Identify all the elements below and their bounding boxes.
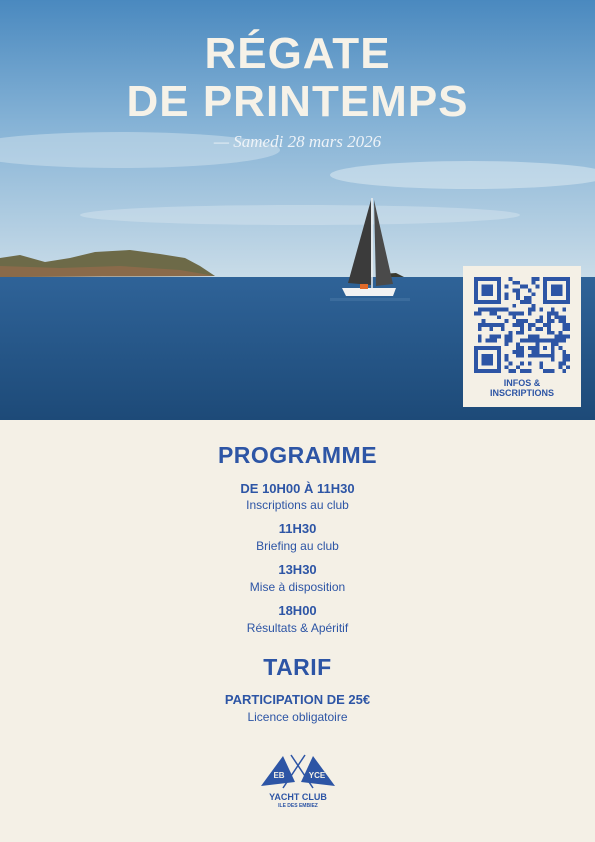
poster-title-line1: RÉGATE bbox=[204, 29, 391, 78]
logo-name: YACHT CLUB bbox=[269, 792, 327, 802]
programme-time-3: 13H30 bbox=[278, 562, 317, 577]
tarif-price: PARTICIPATION DE 25€ bbox=[224, 692, 371, 707]
logo-subtitle: ILE DES EMBIEZ bbox=[278, 803, 318, 809]
qr-card[interactable] bbox=[463, 266, 581, 407]
tarif-note: Licence obligatoire bbox=[247, 710, 348, 724]
programme-time-4: 18H00 bbox=[278, 603, 317, 618]
programme-desc-2: Briefing au club bbox=[256, 539, 339, 553]
programme-time-1: DE 10H00 À 11H30 bbox=[240, 481, 355, 496]
qr-code-icon[interactable] bbox=[474, 277, 570, 373]
qr-label-line1: INFOS & bbox=[503, 378, 541, 388]
burgee-flags-icon bbox=[255, 752, 341, 792]
programme-time-2: 11H30 bbox=[278, 521, 317, 536]
tarif-heading: TARIF bbox=[263, 654, 332, 680]
qr-label-line2: INSCRIPTIONS bbox=[489, 388, 554, 398]
logo-flag-left: EB bbox=[273, 771, 285, 780]
programme-desc-3: Mise à disposition bbox=[249, 580, 346, 594]
logo-flag-right: YCE bbox=[308, 771, 326, 780]
yacht-club-logo bbox=[255, 752, 341, 822]
programme-desc-1: Inscriptions au club bbox=[246, 498, 349, 512]
hero-photo bbox=[0, 0, 595, 420]
qr-label bbox=[463, 378, 581, 398]
event-date: — Samedi 28 mars 2026 bbox=[213, 132, 382, 151]
programme-heading: PROGRAMME bbox=[217, 442, 378, 468]
poster-title-line2: DE PRINTEMPS bbox=[126, 77, 469, 126]
programme-desc-4: Résultats & Apéritif bbox=[246, 621, 349, 635]
